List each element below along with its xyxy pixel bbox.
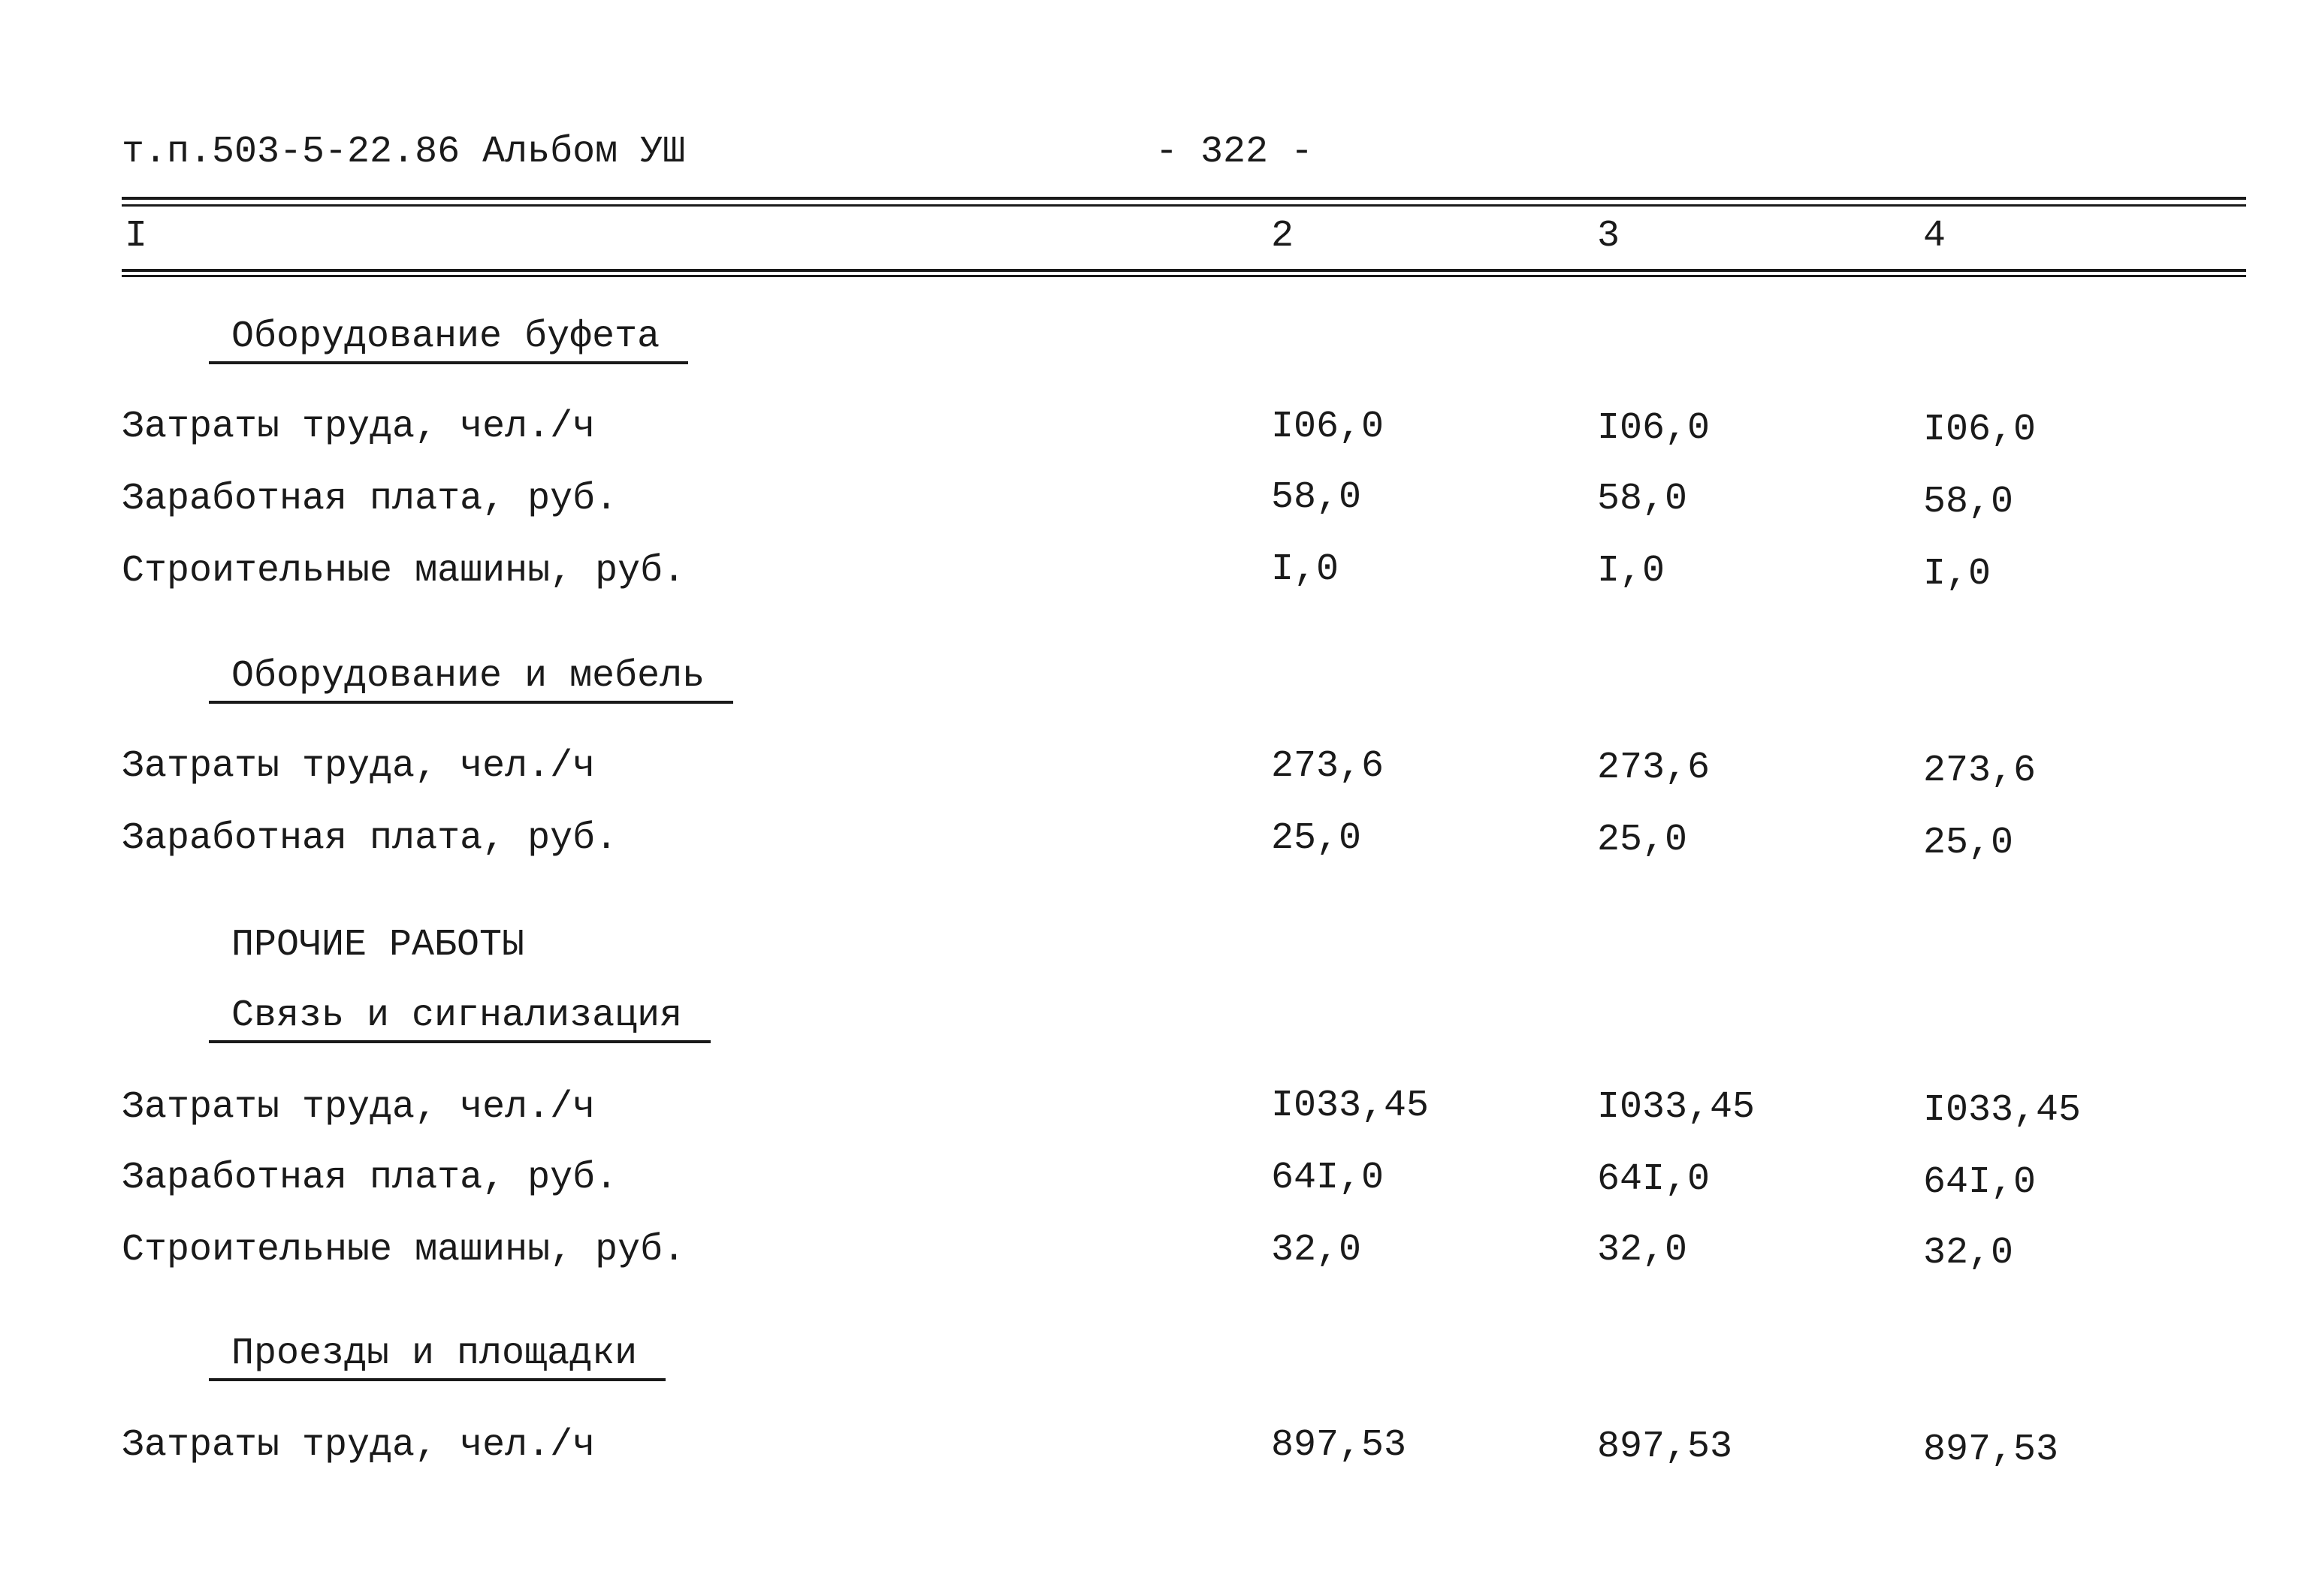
page-number: - 322 - xyxy=(1155,131,1314,173)
cell-value: 32,0 xyxy=(1923,1232,2014,1275)
cell-value: 64I,0 xyxy=(1271,1157,1385,1199)
table-header-bottom-rule-inner xyxy=(122,275,2246,277)
cell-value: I033,45 xyxy=(1923,1089,2082,1132)
cell-value: 32,0 xyxy=(1271,1229,1362,1272)
document-reference: т.п.503-5-22.86 Альбом УШ xyxy=(122,131,686,173)
section-title-text: Оборудование буфета xyxy=(209,315,688,364)
section-title xyxy=(231,655,733,698)
cell-value: I033,45 xyxy=(1271,1085,1430,1127)
column-header-2: 2 xyxy=(1271,215,1294,258)
cell-value: 25,0 xyxy=(1597,819,1688,861)
cell-value: 58,0 xyxy=(1597,478,1688,520)
cell-value: 25,0 xyxy=(1271,817,1362,860)
cell-value: 273,6 xyxy=(1271,745,1385,788)
column-header-3: 3 xyxy=(1597,215,1620,258)
row-label: Заработная плата, руб. xyxy=(122,817,618,860)
row-label: Затраты труда, чел./ч xyxy=(122,406,596,448)
row-label: Заработная плата, руб. xyxy=(122,478,618,520)
row-label: Затраты труда, чел./ч xyxy=(122,1424,596,1467)
cell-value: I06,0 xyxy=(1597,407,1711,450)
table-top-rule xyxy=(122,197,2246,200)
row-label: Заработная плата, руб. xyxy=(122,1157,618,1199)
row-label: Строительные машины, руб. xyxy=(122,1229,686,1272)
table-header-bottom-rule xyxy=(122,269,2246,272)
cell-value: 897,53 xyxy=(1271,1424,1407,1467)
section-title xyxy=(231,315,688,358)
cell-value: I,0 xyxy=(1271,548,1339,591)
cell-value: 58,0 xyxy=(1271,476,1362,519)
cell-value: 273,6 xyxy=(1597,747,1711,789)
cell-value: 273,6 xyxy=(1923,750,2037,792)
cell-value: I06,0 xyxy=(1923,409,2037,451)
section-title xyxy=(231,994,711,1037)
section-title-text: Оборудование и мебель xyxy=(209,655,733,704)
section-title-text: Связь и сигнализация xyxy=(209,994,711,1043)
cell-value: I06,0 xyxy=(1271,406,1385,448)
section-title xyxy=(231,1332,666,1375)
cell-value: 897,53 xyxy=(1597,1426,1733,1468)
column-header-1: I xyxy=(125,215,148,258)
row-label: Затраты труда, чел./ч xyxy=(122,745,596,788)
cell-value: 64I,0 xyxy=(1597,1158,1711,1201)
section-title-text: Проезды и площадки xyxy=(209,1332,666,1381)
cell-value: 32,0 xyxy=(1597,1229,1688,1272)
row-label: Строительные машины, руб. xyxy=(122,550,686,593)
table-top-rule-inner xyxy=(122,204,2246,207)
cell-value: 25,0 xyxy=(1923,822,2014,864)
cell-value: I,0 xyxy=(1923,553,1991,596)
row-label: Затраты труда, чел./ч xyxy=(122,1086,596,1129)
cell-value: 64I,0 xyxy=(1923,1161,2037,1204)
cell-value: 897,53 xyxy=(1923,1429,2059,1471)
cell-value: I033,45 xyxy=(1597,1086,1756,1129)
column-header-4: 4 xyxy=(1923,215,1946,258)
group-title: ПРОЧИЕ РАБОТЫ xyxy=(231,924,525,967)
cell-value: I,0 xyxy=(1597,550,1665,593)
cell-value: 58,0 xyxy=(1923,481,2014,523)
